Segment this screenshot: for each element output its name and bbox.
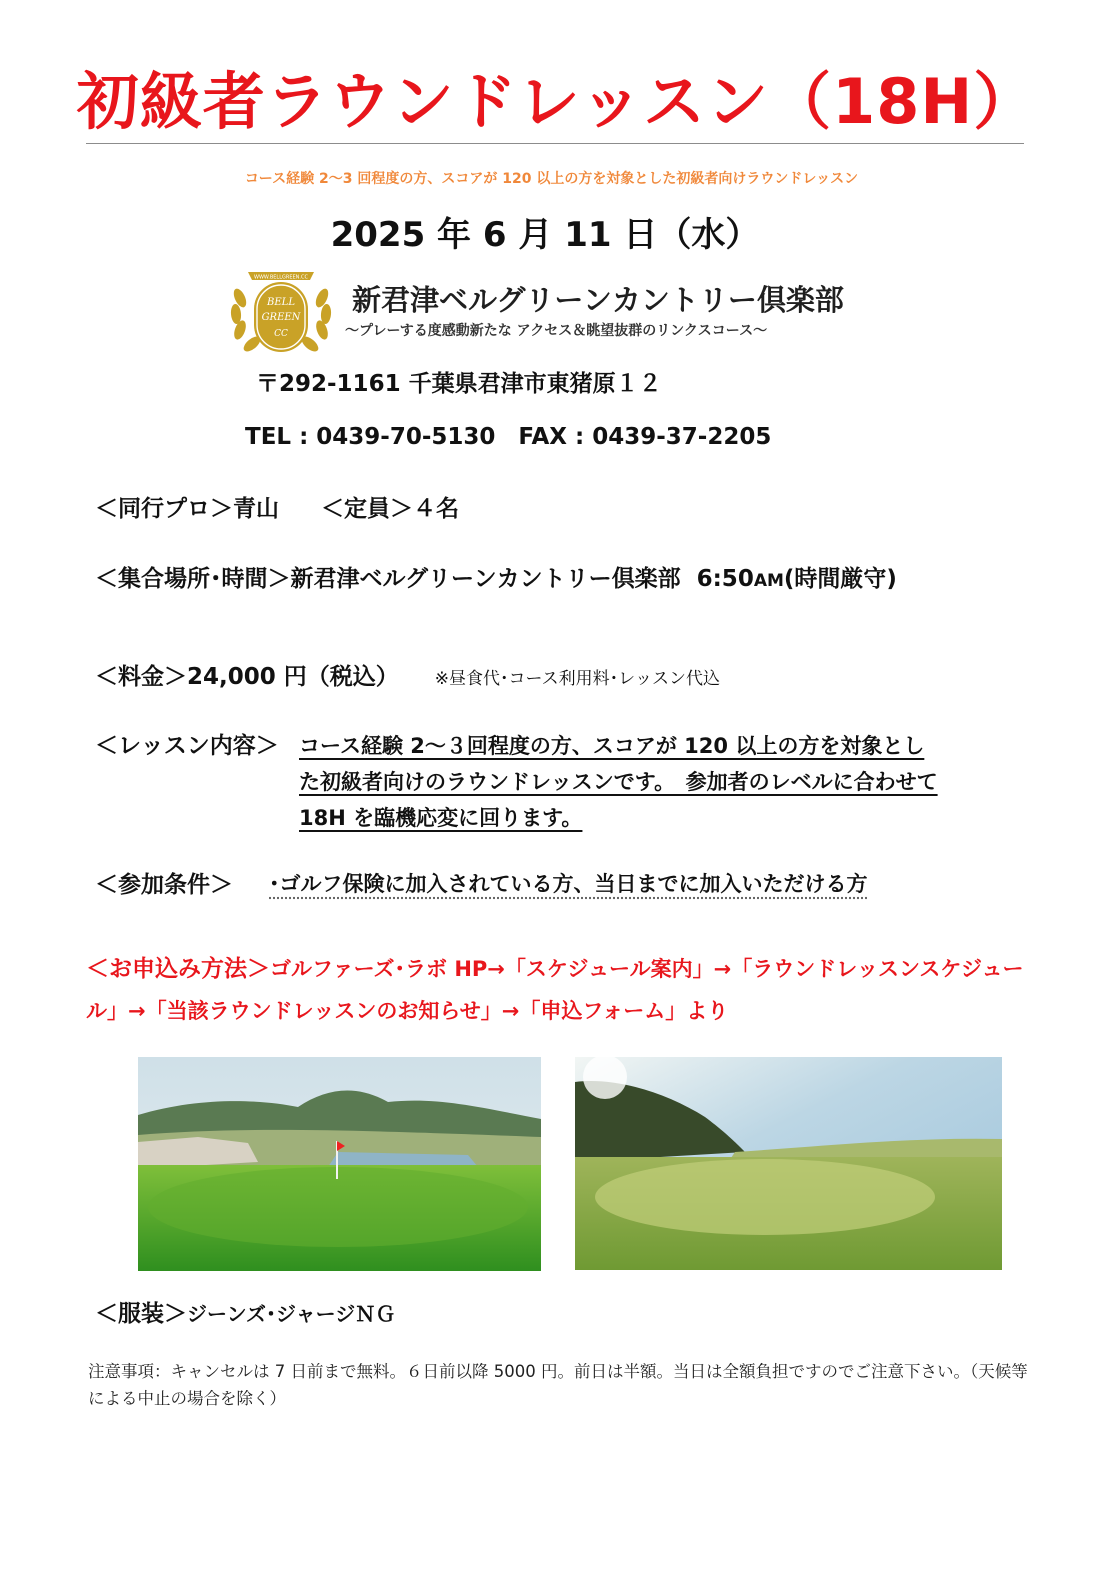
lesson-description — [299, 728, 1019, 836]
lesson-line-2: た初級者向けのラウンドレッスンです。 参加者のレベルに合わせて — [299, 770, 938, 794]
meeting-ampm: AM — [753, 571, 784, 591]
course-phone-fax: TEL : 0439-70-5130 FAX : 0439-37-2205 — [245, 424, 772, 450]
logo-line-2: GREEN — [261, 312, 301, 323]
course-logo-emblem-icon — [226, 258, 336, 358]
pro-value: 青山 — [233, 496, 279, 522]
title-divider — [86, 143, 1024, 144]
dress-label: ＜服装＞ — [95, 1301, 187, 1327]
capacity-value: ４名 — [413, 496, 459, 522]
pro-label: ＜同行プロ＞ — [95, 496, 233, 522]
lesson-line-3: 18H を臨機応変に回ります。 — [299, 806, 583, 830]
meeting-label: ＜集合場所･時間＞ — [95, 566, 291, 592]
subtitle: コース経験 2～3 回程度の方、スコアが 120 以上の方を対象とした初級者向けラウンドレッスン — [244, 171, 859, 187]
event-date: 2025 年 6 月 11 日（水） — [330, 215, 760, 255]
cancellation-notes: 注意事項：キャンセルは 7 日前まで無料。６日前以降 5000 円。前日は半額。当日は全額負担ですのでご注意下さい。（天候等による中止の場合を除く） — [88, 1362, 1028, 1408]
meeting-note: (時間厳守) — [783, 566, 897, 592]
logo-line-3: CC — [274, 329, 288, 339]
apply-label: ＜お申込み方法＞ — [86, 956, 270, 982]
pro-capacity-row — [95, 490, 459, 523]
course-photo-fairway — [575, 1057, 1002, 1270]
logo-top-text: WWW.BELLGREEN.CC — [254, 274, 308, 281]
fee-value: 24,000 円（税込） — [187, 664, 399, 690]
course-address: 〒292-1161 千葉県君津市東猪原１２ — [256, 371, 662, 397]
course-photo-green-flag — [138, 1057, 541, 1271]
page-title: 初級者ラウンドレッスン（18H） — [76, 65, 1037, 138]
apply-value: ゴルファーズ･ラボ HP→「スケジュール案内」→「ラウンドレッスンスケジュール」→「当該ラウンドレッスンのお知らせ」→「申込フォーム」より — [86, 957, 1024, 1023]
dress-value: ジーンズ･ジャージＮＧ — [187, 1302, 396, 1326]
fee-row — [95, 658, 720, 691]
fee-note: ※昼食代･コース利用料･レッスン代込 — [434, 669, 720, 689]
course-tagline: ～プレーする度感動新たな アクセス＆眺望抜群のリンクスコース～ — [345, 323, 768, 339]
lesson-label: ＜レッスン内容＞ — [95, 733, 279, 759]
lesson-line-1: コース経験 2～３回程度の方、スコアが 120 以上の方を対象とし — [299, 734, 925, 758]
application-method — [86, 948, 1026, 1032]
logo-line-1: BELL — [267, 297, 295, 308]
fee-label: ＜料金＞ — [95, 664, 187, 690]
dress-row — [95, 1295, 395, 1328]
condition-label: ＜参加条件＞ — [95, 872, 233, 898]
capacity-label: ＜定員＞ — [321, 496, 413, 522]
course-name: 新君津ベルグリーンカントリー倶楽部 — [352, 283, 844, 317]
meeting-time: 6:50 — [696, 566, 754, 592]
condition-value: ･ゴルフ保険に加入されている方、当日までに加入いただける方 — [269, 872, 868, 896]
meeting-place: 新君津ベルグリーンカントリー倶楽部 — [290, 566, 681, 592]
meeting-row — [95, 560, 897, 593]
